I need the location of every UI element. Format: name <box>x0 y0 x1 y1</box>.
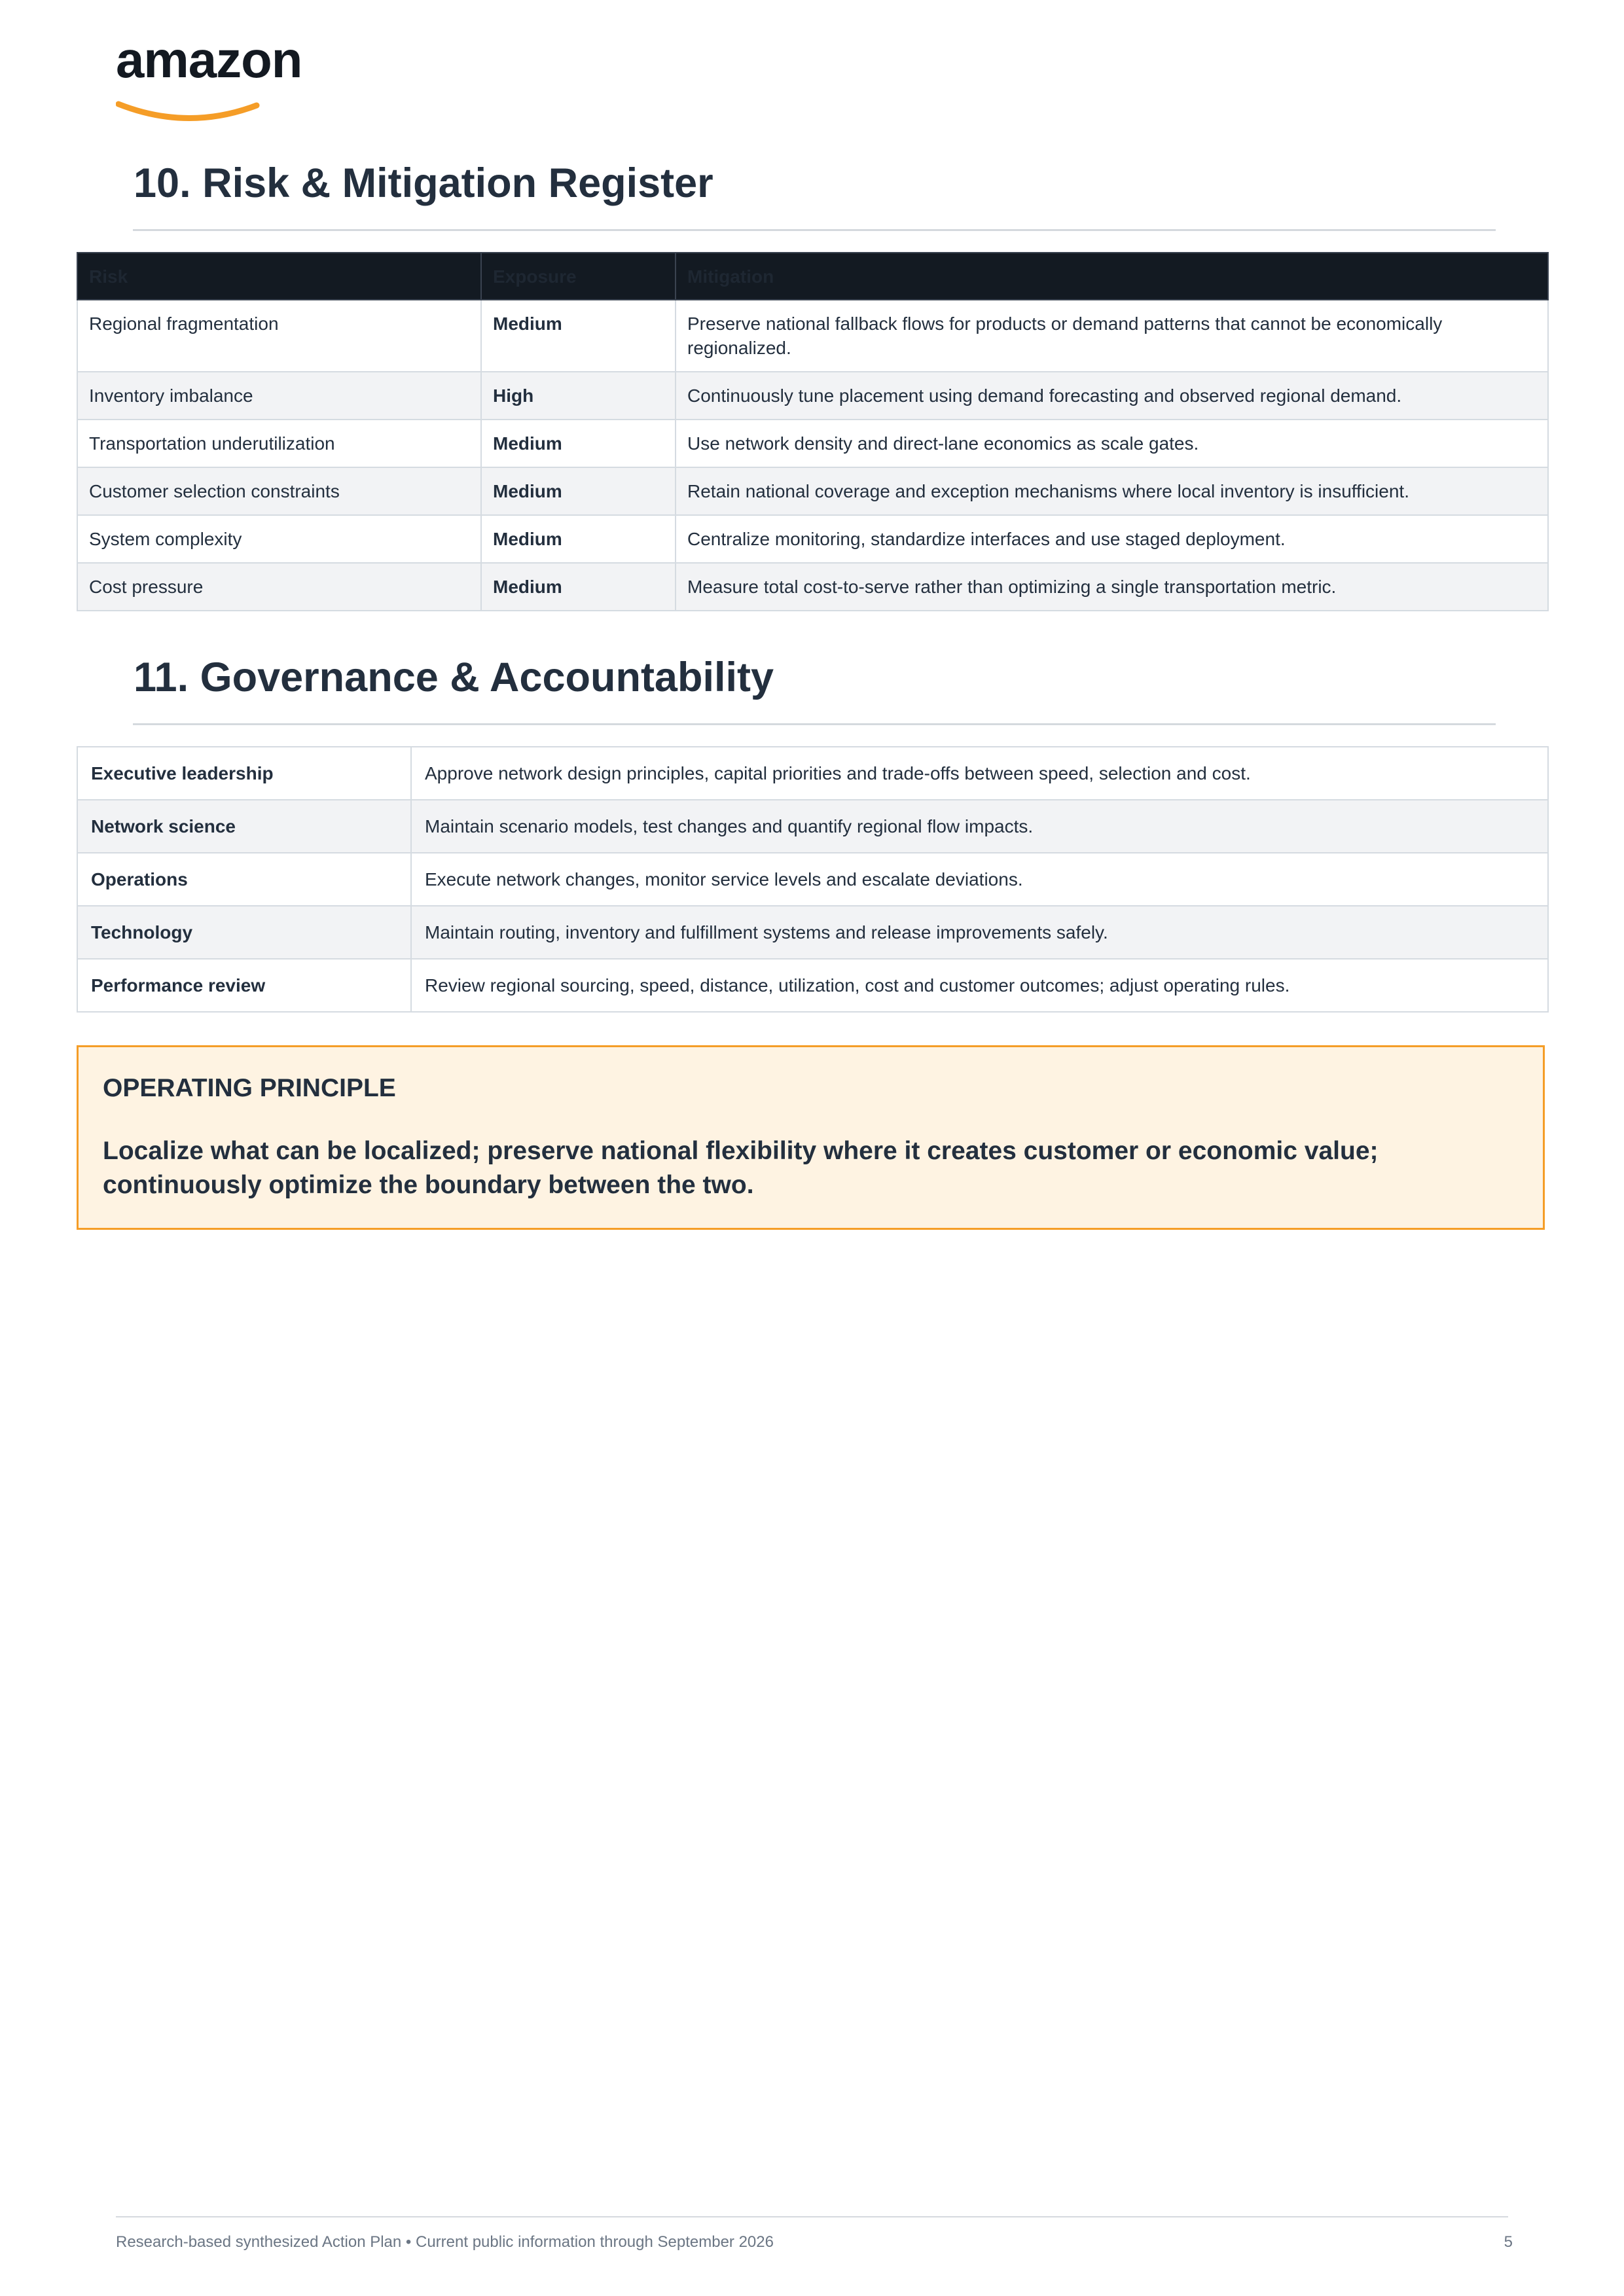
role-cell: Network science <box>77 800 411 853</box>
responsibility-cell: Execute network changes, monitor service levels and escalate deviations. <box>411 853 1548 906</box>
table-row <box>77 747 1548 800</box>
mitigation-cell: Preserve national fallback flows for products or demand patterns that cannot be economically regionalized. <box>676 300 1548 372</box>
page-number: 5 <box>1504 2233 1513 2251</box>
exposure-cell: High <box>481 372 676 420</box>
table-row <box>77 563 1548 611</box>
responsibility-cell: Approve network design principles, capital priorities and trade-offs between speed, selection and cost. <box>411 747 1548 800</box>
table-row <box>77 959 1548 1012</box>
mitigation-cell: Continuously tune placement using demand forecasting and observed regional demand. <box>676 372 1548 420</box>
table-row <box>77 906 1548 959</box>
role-cell: Technology <box>77 906 411 959</box>
operating-principle-callout <box>77 1045 1545 1230</box>
table-row <box>77 853 1548 906</box>
footer-divider <box>116 2216 1508 2217</box>
role-cell: Executive leadership <box>77 747 411 800</box>
risk-cell: System complexity <box>77 515 481 563</box>
exposure-cell: Medium <box>481 563 676 611</box>
governance-section-title: 11. Governance & Accountability <box>134 655 774 700</box>
mitigation-cell: Retain national coverage and exception mechanisms where local inventory is insufficient. <box>676 467 1548 515</box>
smile-arrow-icon <box>116 98 266 130</box>
role-cell: Performance review <box>77 959 411 1012</box>
role-cell: Operations <box>77 853 411 906</box>
callout-label: OPERATING PRINCIPLE <box>103 1074 396 1102</box>
risk-cell: Customer selection constraints <box>77 467 481 515</box>
exposure-cell: Medium <box>481 467 676 515</box>
header-risk: Risk <box>77 253 481 300</box>
governance-table <box>77 746 1549 1013</box>
table-row <box>77 300 1548 372</box>
risk-cell: Transportation underutilization <box>77 420 481 467</box>
footer-text: Research-based synthesized Action Plan • Current public information through September 2026 <box>116 2233 774 2251</box>
section-divider <box>133 229 1496 231</box>
exposure-cell: Medium <box>481 420 676 467</box>
responsibility-cell: Review regional sourcing, speed, distance, utilization, cost and customer outcomes; adjust operating rules. <box>411 959 1548 1012</box>
risk-cell: Inventory imbalance <box>77 372 481 420</box>
risk-cell: Cost pressure <box>77 563 481 611</box>
exposure-cell: Medium <box>481 515 676 563</box>
amazon-logo <box>116 31 312 129</box>
risk-section-title: 10. Risk & Mitigation Register <box>134 160 713 206</box>
header-mitigation: Mitigation <box>676 253 1548 300</box>
table-row <box>77 800 1548 853</box>
table-row <box>77 467 1548 515</box>
exposure-cell: Medium <box>481 300 676 372</box>
logo-wordmark: amazon <box>116 31 302 88</box>
risk-cell: Regional fragmentation <box>77 300 481 372</box>
table-row <box>77 420 1548 467</box>
mitigation-cell: Centralize monitoring, standardize interfaces and use staged deployment. <box>676 515 1548 563</box>
mitigation-cell: Use network density and direct-lane economics as scale gates. <box>676 420 1548 467</box>
risk-register-table <box>77 252 1549 611</box>
header-exposure: Exposure <box>481 253 676 300</box>
table-row <box>77 372 1548 420</box>
mitigation-cell: Measure total cost-to-serve rather than optimizing a single transportation metric. <box>676 563 1548 611</box>
section-divider <box>133 723 1496 725</box>
responsibility-cell: Maintain scenario models, test changes and quantify regional flow impacts. <box>411 800 1548 853</box>
callout-text: Localize what can be localized; preserve national flexibility where it creates customer or economic value; continuously optimize the boundary between the two. <box>103 1136 1379 1199</box>
responsibility-cell: Maintain routing, inventory and fulfillment systems and release improvements safely. <box>411 906 1548 959</box>
table-row <box>77 515 1548 563</box>
table-header-row <box>77 253 1548 300</box>
